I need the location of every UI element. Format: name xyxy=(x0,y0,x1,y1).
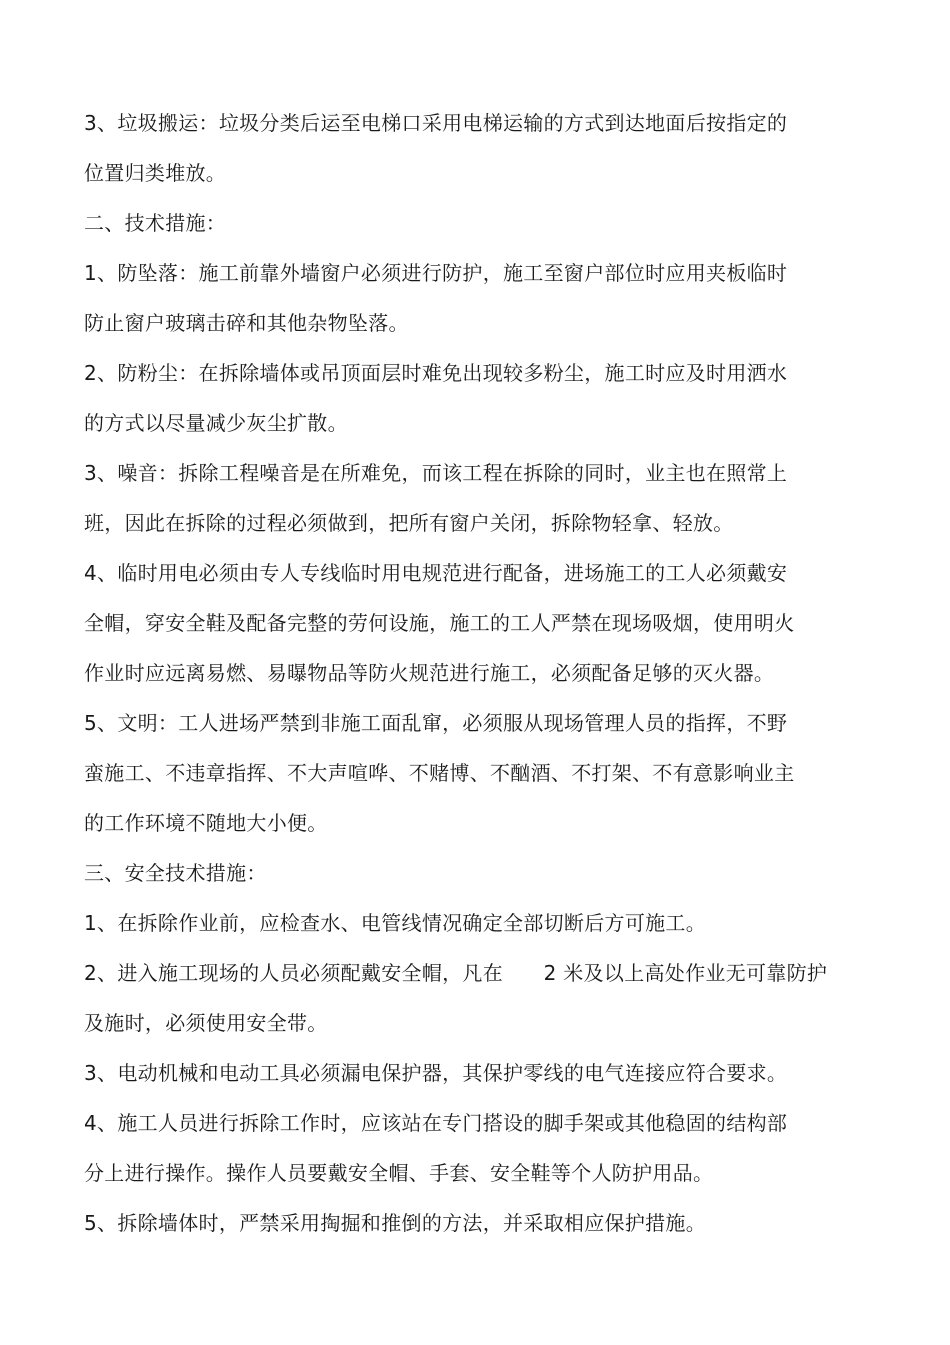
text-line: 4、临时用电必须由专人专线临时用电规范进行配备，进场施工的工人必须戴安 xyxy=(84,561,788,585)
text-line: 作业时应远离易燃、易曝物品等防火规范进行施工，必须配备足够的灭火器。 xyxy=(84,661,775,685)
text-line: 4、施工人员进行拆除工作时，应该站在专门搭设的脚手架或其他稳固的结构部 xyxy=(84,1111,788,1135)
text-line: 及施时，必须使用安全带。 xyxy=(84,1011,328,1035)
text-line: 位置归类堆放。 xyxy=(84,161,227,185)
text-line: 3、电动机械和电动工具必须漏电保护器，其保护零线的电气连接应符合要求。 xyxy=(84,1061,788,1085)
text-line: 1、在拆除作业前，应检查水、电管线情况确定全部切断后方可施工。 xyxy=(84,911,707,935)
text-line: 班，因此在拆除的过程必须做到，把所有窗户关闭，拆除物轻拿、轻放。 xyxy=(84,511,734,535)
text-line: 1、防坠落：施工前靠外墙窗户必须进行防护，施工至窗户部位时应用夹板临时 xyxy=(84,261,788,285)
text-line: 5、文明：工人进场严禁到非施工面乱窜，必须服从现场管理人员的指挥，不野 xyxy=(84,711,788,735)
text-line: 分上进行操作。操作人员要戴安全帽、手套、安全鞋等个人防护用品。 xyxy=(84,1161,714,1185)
section-heading: 三、安全技术措施： xyxy=(84,861,267,885)
text-line: 的工作环境不随地大小便。 xyxy=(84,811,328,835)
text-line: 2、防粉尘：在拆除墙体或吊顶面层时难免出现较多粉尘，施工时应及时用洒水 xyxy=(84,361,788,385)
text-line: 3、噪音：拆除工程噪音是在所难免，而该工程在拆除的同时，业主也在照常上 xyxy=(84,461,788,485)
text-line: 全帽，穿安全鞋及配备完整的劳何设施，施工的工人严禁在现场吸烟，使用明火 xyxy=(84,611,795,635)
text-line: 的方式以尽量减少灰尘扩散。 xyxy=(84,411,348,435)
text-line: 蛮施工、不违章指挥、不大声喧哗、不赌博、不酗酒、不打架、不有意影响业主 xyxy=(84,761,795,785)
text-line: 3、垃圾搬运：垃圾分类后运至电梯口采用电梯运输的方式到达地面后按指定的 xyxy=(84,111,788,135)
text-line: 防止窗户玻璃击碎和其他杂物坠落。 xyxy=(84,311,409,335)
text-line: 2、进入施工现场的人员必须配戴安全帽，凡在 2 米及以上高处作业无可靠防护 xyxy=(84,961,828,985)
text-line: 5、拆除墙体时，严禁采用掏掘和推倒的方法，并采取相应保护措施。 xyxy=(84,1211,707,1235)
section-heading: 二、技术措施： xyxy=(84,211,227,235)
